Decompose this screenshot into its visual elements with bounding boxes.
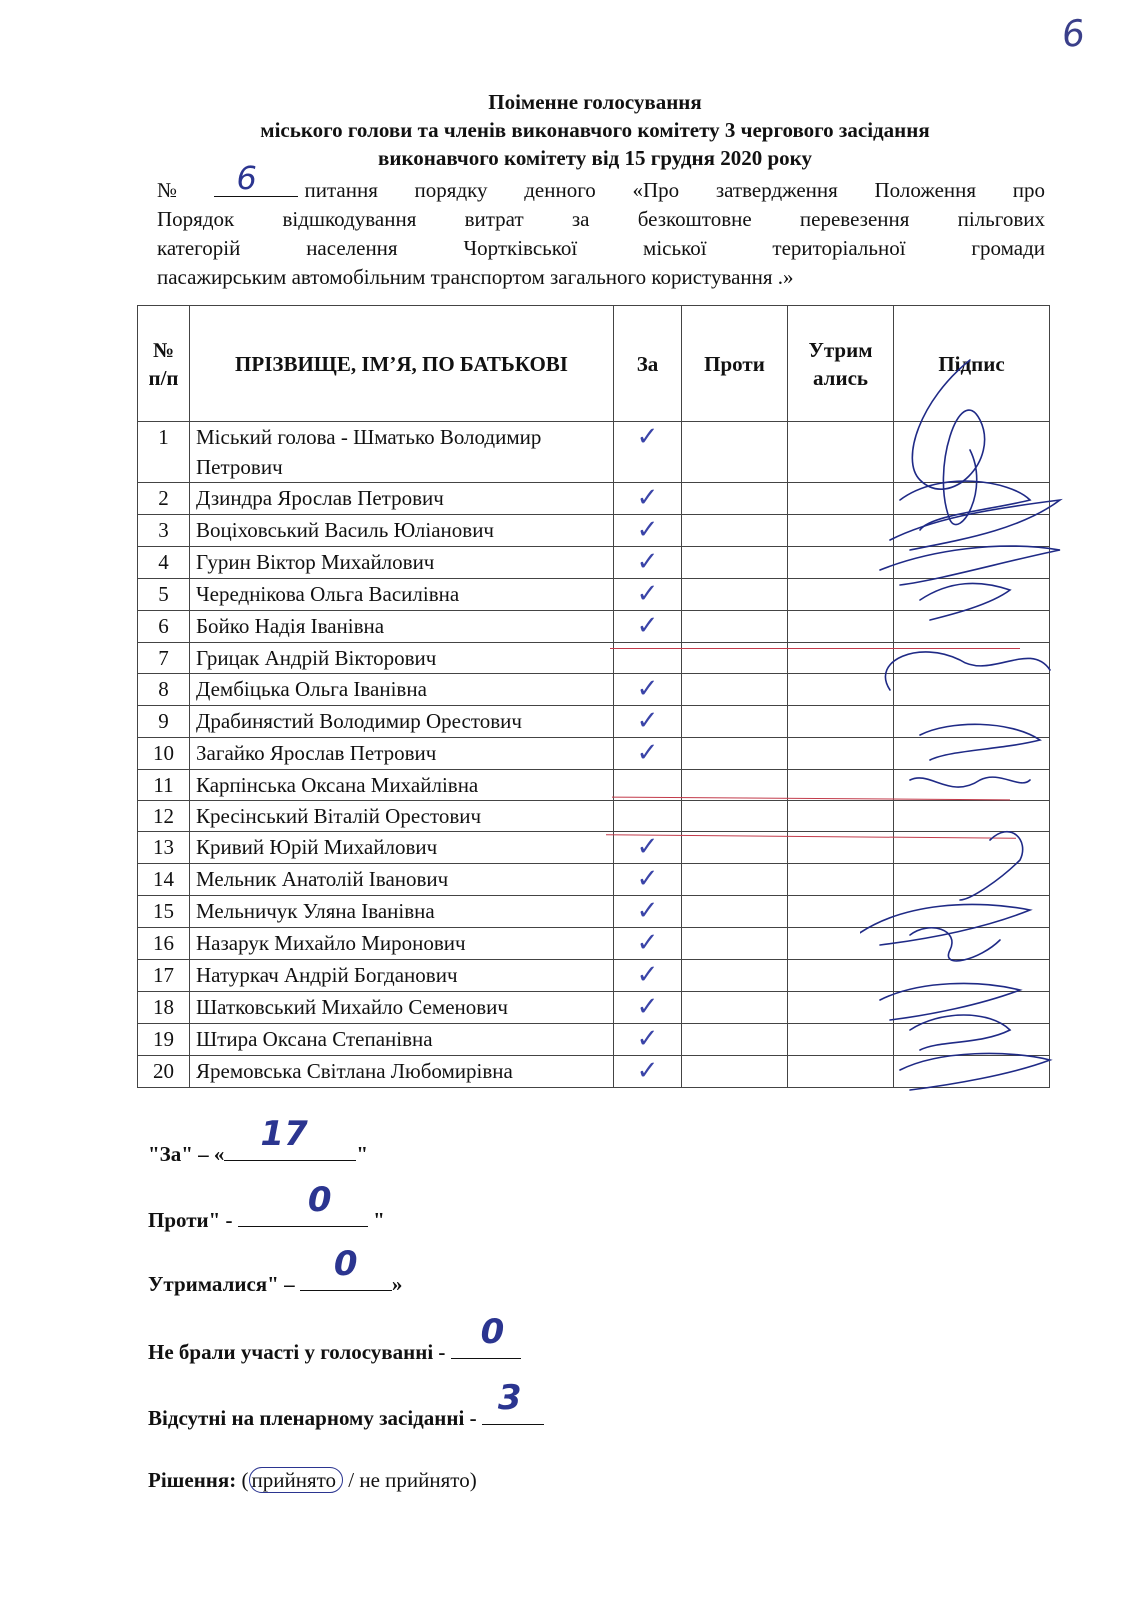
row-proty bbox=[682, 992, 788, 1024]
row-proty bbox=[682, 611, 788, 643]
row-number: 11 bbox=[138, 770, 190, 801]
row-za bbox=[614, 422, 682, 483]
row-proty bbox=[682, 960, 788, 992]
totals-utrym-label: Утрималися" – bbox=[148, 1272, 295, 1296]
row-za bbox=[614, 579, 682, 611]
decision-rest: / не прийнято) bbox=[343, 1468, 477, 1492]
signature-13 bbox=[960, 832, 1023, 900]
signature-5 bbox=[920, 583, 1010, 620]
signature-1 bbox=[912, 360, 984, 525]
row-za bbox=[614, 483, 682, 515]
totals-proty-close: " bbox=[373, 1208, 385, 1232]
totals-ne-braly-value: 0 bbox=[480, 1312, 505, 1352]
header-pidpys: Підпис bbox=[894, 306, 1050, 422]
row-name: Дзиндра Ярослав Петрович bbox=[190, 483, 614, 515]
row-za bbox=[614, 674, 682, 706]
totals-ne-braly-label: Не брали участі у голосуванні - bbox=[148, 1340, 446, 1364]
signatures-ink bbox=[860, 340, 1070, 1110]
row-name: Шатковський Михайло Семенович bbox=[190, 992, 614, 1024]
totals-proty-value: 0 bbox=[307, 1180, 332, 1220]
check-mark-icon: ✓ bbox=[636, 547, 659, 577]
row-za bbox=[614, 611, 682, 643]
row-name: Штира Оксана Степанівна bbox=[190, 1024, 614, 1056]
check-mark-icon: ✓ bbox=[636, 896, 659, 926]
row-proty bbox=[682, 674, 788, 706]
row-proty bbox=[682, 801, 788, 832]
row-za bbox=[614, 1024, 682, 1056]
row-number: 9 bbox=[138, 706, 190, 738]
signature-3 bbox=[890, 500, 1060, 550]
title-line-3: виконавчого комітету від 15 грудня 2020 року bbox=[378, 146, 812, 170]
row-proty bbox=[682, 483, 788, 515]
row-proty bbox=[682, 1056, 788, 1088]
row-number: 12 bbox=[138, 801, 190, 832]
row-za bbox=[614, 832, 682, 864]
row-proty bbox=[682, 579, 788, 611]
check-mark-icon: ✓ bbox=[636, 611, 659, 641]
title-line-1: Поіменне голосування bbox=[488, 90, 702, 114]
check-mark-icon: ✓ bbox=[636, 960, 659, 990]
row-proty bbox=[682, 515, 788, 547]
decision-line bbox=[148, 1468, 477, 1493]
header-proty: Проти bbox=[682, 306, 788, 422]
question-line-3: категорій населення Чортківської міської територіальної громади bbox=[157, 236, 1045, 260]
row-za bbox=[614, 706, 682, 738]
question-line-2: Порядок відшкодування витрат за безкоштовне перевезення пільгових bbox=[157, 207, 1045, 231]
row-za bbox=[614, 1056, 682, 1088]
row-number: 6 bbox=[138, 611, 190, 643]
row-name: Кривий Юрій Михайлович bbox=[190, 832, 614, 864]
totals-ne-braly bbox=[148, 1312, 521, 1365]
row-name: Загайко Ярослав Петрович bbox=[190, 738, 614, 770]
question-line-4: пасажирським автомобільним транспортом загального користування .» bbox=[157, 265, 794, 289]
header-utrym: Утрим ались bbox=[788, 306, 894, 422]
question-prefix: № bbox=[157, 178, 209, 202]
row-za bbox=[614, 992, 682, 1024]
check-mark-icon: ✓ bbox=[636, 864, 659, 894]
row-za bbox=[614, 960, 682, 992]
totals-vidsutni-label: Відсутні на пленарному засіданні - bbox=[148, 1406, 477, 1430]
row-proty bbox=[682, 928, 788, 960]
row-name: Міський голова - Шматько Володимир Петрович bbox=[190, 422, 614, 483]
row-proty bbox=[682, 422, 788, 483]
row-number: 20 bbox=[138, 1056, 190, 1088]
totals-proty-blank bbox=[238, 1180, 368, 1227]
signature-2 bbox=[900, 481, 1030, 530]
check-mark-icon: ✓ bbox=[636, 992, 659, 1022]
totals-utrym-value: 0 bbox=[333, 1244, 358, 1284]
row-number: 13 bbox=[138, 832, 190, 864]
row-proty bbox=[682, 738, 788, 770]
totals-utrym-close: » bbox=[391, 1272, 403, 1296]
check-mark-icon: ✓ bbox=[636, 515, 659, 545]
row-name: Грицак Андрій Вікторович bbox=[190, 643, 614, 674]
row-name: Кресінський Віталій Орестович bbox=[190, 801, 614, 832]
row-name: Карпінська Оксана Михайлівна bbox=[190, 770, 614, 801]
signature-4 bbox=[880, 546, 1060, 585]
check-mark-icon: ✓ bbox=[636, 483, 659, 513]
document-title bbox=[140, 88, 1050, 172]
row-number: 18 bbox=[138, 992, 190, 1024]
check-mark-icon: ✓ bbox=[636, 674, 659, 704]
row-proty bbox=[682, 770, 788, 801]
header-name: ПРІЗВИЩЕ, ІМ’Я, ПО БАТЬКОВІ bbox=[190, 306, 614, 422]
question-line-1 bbox=[157, 159, 1045, 205]
totals-vidsutni bbox=[148, 1378, 544, 1431]
totals-vidsutni-value: 3 bbox=[497, 1378, 522, 1418]
row-number: 4 bbox=[138, 547, 190, 579]
row-name: Натуркач Андрій Богданович bbox=[190, 960, 614, 992]
row-proty bbox=[682, 1024, 788, 1056]
question-line-1-text: питання порядку денного «Про затвердження Положення про bbox=[304, 178, 1045, 202]
check-mark-icon: ✓ bbox=[636, 422, 659, 452]
totals-vidsutni-blank bbox=[482, 1378, 544, 1425]
totals-za-label: "За" – « bbox=[148, 1142, 225, 1166]
row-proty bbox=[682, 547, 788, 579]
row-name: Воціховський Василь Юліанович bbox=[190, 515, 614, 547]
question-number: 6 bbox=[236, 159, 257, 197]
row-name: Мельничук Уляна Іванівна bbox=[190, 896, 614, 928]
totals-utrym-blank bbox=[300, 1244, 392, 1291]
row-number: 2 bbox=[138, 483, 190, 515]
header-za: За bbox=[614, 306, 682, 422]
check-mark-icon: ✓ bbox=[636, 1056, 659, 1086]
row-proty bbox=[682, 896, 788, 928]
row-name: Гурин Віктор Михайлович bbox=[190, 547, 614, 579]
totals-ne-braly-blank bbox=[451, 1312, 521, 1359]
totals-za bbox=[148, 1114, 369, 1167]
totals-utrym bbox=[148, 1244, 403, 1297]
row-number: 17 bbox=[138, 960, 190, 992]
check-mark-icon: ✓ bbox=[636, 928, 659, 958]
row-number: 19 bbox=[138, 1024, 190, 1056]
signature-14 bbox=[860, 904, 1030, 945]
check-mark-icon: ✓ bbox=[636, 579, 659, 609]
signature-17 bbox=[880, 983, 1020, 1020]
title-line-2: міського голови та членів виконавчого комітету 3 чергового засідання bbox=[260, 118, 930, 142]
totals-za-value: 17 bbox=[260, 1114, 308, 1154]
row-name: Мельник Анатолій Іванович bbox=[190, 864, 614, 896]
decision-options bbox=[242, 1467, 477, 1493]
row-name: Бойко Надія Іванівна bbox=[190, 611, 614, 643]
row-za bbox=[614, 896, 682, 928]
signature-19 bbox=[900, 1053, 1050, 1090]
totals-proty bbox=[148, 1180, 385, 1233]
totals-za-close: " bbox=[356, 1142, 369, 1166]
row-number: 5 bbox=[138, 579, 190, 611]
row-number: 3 bbox=[138, 515, 190, 547]
check-mark-icon: ✓ bbox=[636, 738, 659, 768]
row-za bbox=[614, 928, 682, 960]
check-mark-icon: ✓ bbox=[636, 706, 659, 736]
agenda-question bbox=[157, 159, 1045, 292]
row-number: 10 bbox=[138, 738, 190, 770]
decision-accepted: прийнято bbox=[249, 1467, 344, 1493]
row-za bbox=[614, 801, 682, 832]
signature-9 bbox=[920, 724, 1040, 760]
row-za bbox=[614, 738, 682, 770]
row-name: Назарук Михайло Миронович bbox=[190, 928, 614, 960]
header-num: № п/п bbox=[138, 306, 190, 422]
row-number: 1 bbox=[138, 422, 190, 483]
totals-za-blank bbox=[224, 1114, 356, 1161]
row-za bbox=[614, 515, 682, 547]
row-name: Драбинястий Володимир Орестович bbox=[190, 706, 614, 738]
check-mark-icon: ✓ bbox=[636, 1024, 659, 1054]
signature-18 bbox=[910, 1015, 1010, 1050]
row-number: 14 bbox=[138, 864, 190, 896]
row-proty bbox=[682, 706, 788, 738]
row-za bbox=[614, 864, 682, 896]
row-number: 16 bbox=[138, 928, 190, 960]
decision-label: Рішення: bbox=[148, 1468, 237, 1492]
row-name: Яремовська Світлана Любомирівна bbox=[190, 1056, 614, 1088]
decision-open-paren: ( bbox=[241, 1468, 249, 1492]
signature-8 bbox=[885, 652, 1050, 690]
signature-10 bbox=[910, 777, 1030, 787]
row-name: Череднікова Ольга Василівна bbox=[190, 579, 614, 611]
row-proty bbox=[682, 864, 788, 896]
check-mark-icon: ✓ bbox=[636, 832, 659, 862]
row-number: 15 bbox=[138, 896, 190, 928]
question-number-blank bbox=[214, 159, 298, 197]
row-number: 7 bbox=[138, 643, 190, 674]
row-number: 8 bbox=[138, 674, 190, 706]
handwritten-page-number: 6 bbox=[1059, 12, 1087, 57]
totals-proty-label: Проти" - bbox=[148, 1208, 233, 1232]
row-name: Дембіцька Ольга Іванівна bbox=[190, 674, 614, 706]
row-za bbox=[614, 547, 682, 579]
